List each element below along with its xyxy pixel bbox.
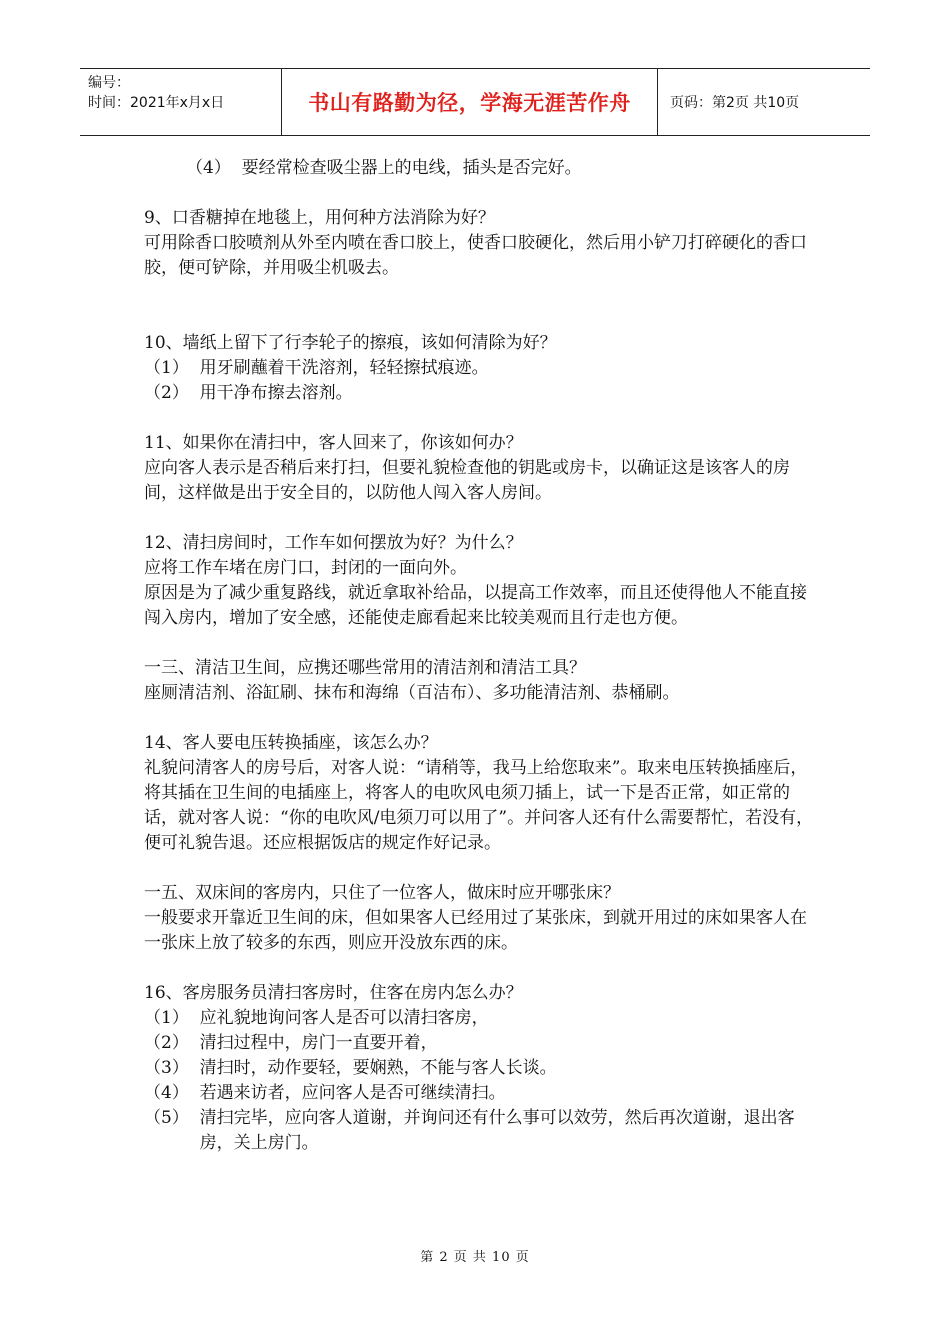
question-13-answer: 座厕清洁剂、浴缸刷、抹布和海绵（百洁布）、多功能清洁剂、恭桶刷。 — [144, 683, 680, 703]
list-item — [144, 1031, 816, 1056]
question-9-answer: 可用除香口胶喷剂从外至内喷在香口胶上，使香口胶硬化，然后用小铲刀打碎硬化的香口胶，便可铲除，并用吸尘机吸去。 — [144, 233, 807, 278]
question-12-title: 12、清扫房间时，工作车如何摆放为好？为什么？ — [144, 533, 523, 553]
list-item — [144, 1056, 816, 1081]
question-15-answer: 一般要求开靠近卫生间的床，但如果客人已经用过了某张床，到就开用过的床如果客人在一张床上放了较多的东西，则应开没放东西的床。 — [144, 908, 807, 953]
document-body — [144, 156, 816, 1156]
page-footer: 第 2 页 共 10 页 — [420, 1250, 530, 1265]
list-item — [144, 356, 816, 381]
question-15-title: 一五、双床间的客房内，只住了一位客人，做床时应开哪张床？ — [144, 883, 620, 903]
question-14-title: 14、客人要电压转换插座，该怎么办？ — [144, 733, 438, 753]
list-item-number: （3） — [144, 1058, 200, 1078]
list-item-number: （1） — [144, 1008, 200, 1028]
question-10-title: 10、墙纸上留下了行李轮子的擦痕，该如何清除为好？ — [144, 333, 557, 353]
list-item-number: （1） — [144, 358, 200, 378]
list-item-text: 用干净布擦去溶剂。 — [199, 383, 353, 403]
list-item — [144, 381, 816, 406]
list-item-number: （4） — [144, 1083, 200, 1103]
list-item — [144, 1006, 816, 1031]
list-item-text: 清扫完毕，应向客人道谢，并询问还有什么事可以效劳，然后再次道谢，退出客房，关上房门。 — [199, 1108, 795, 1153]
list-item-number: （4） — [186, 158, 242, 178]
list-item-number: （2） — [144, 1033, 200, 1053]
list-item-number: （2） — [144, 383, 200, 403]
question-11-title: 11、如果你在清扫中，客人回来了，你该如何办？ — [144, 433, 523, 453]
list-item-text: 要经常检查吸尘器上的电线，插头是否完好。 — [241, 158, 582, 178]
page-header — [80, 68, 870, 136]
list-item — [144, 1081, 816, 1106]
header-motto: 书山有路勤为径，学海无涯苦作舟 — [282, 69, 658, 135]
list-item-text: 用牙刷蘸着干洗溶剂，轻轻擦拭痕迹。 — [199, 358, 489, 378]
question-11-answer: 应向客人表示是否稍后来打扫，但要礼貌检查他的钥匙或房卡，以确证这是该客人的房间，这样做是出于安全目的，以防他人闯入客人房间。 — [144, 458, 790, 503]
list-item-text: 应礼貌地询问客人是否可以清扫客房， — [199, 1008, 489, 1028]
list-item — [144, 1106, 816, 1156]
list-item-text: 若遇来访者，应问客人是否可继续清扫。 — [199, 1083, 506, 1103]
question-16-title: 16、客房服务员清扫客房时，住客在房内怎么办？ — [144, 983, 523, 1003]
document-number-label: 编号： — [88, 75, 130, 91]
header-meta — [80, 69, 282, 135]
list-item-number: （5） — [144, 1108, 200, 1128]
question-13-title: 一三、清洁卫生间，应携还哪些常用的清洁剂和清洁工具？ — [144, 658, 586, 678]
header-page-info: 页码：第2页 共10页 — [670, 95, 800, 111]
document-date: 时间：2021年x月x日 — [88, 95, 225, 111]
list-item — [144, 156, 816, 181]
question-12-answer: 应将工作车堵在房门口，封闭的一面向外。 — [144, 558, 467, 578]
question-14-answer: 礼貌问清客人的房号后，对客人说：“请稍等，我马上给您取来”。取来电压转换插座后，将其插在卫生间的电插座上，将客人的电吹风电须刀插上，试一下是否正常，如正常的话，就对客人说：“你的电吹风/电须刀可以用了”。并问客人还有什么需要帮忙，若没有，便可礼貌告退。还应根据饭店的规定作好记录。 — [144, 758, 814, 853]
list-item-text: 清扫时，动作要轻，要娴熟，不能与客人长谈。 — [199, 1058, 557, 1078]
question-9-title: 9、口香糖掉在地毯上，用何种方法消除为好？ — [144, 208, 495, 228]
question-12-reason: 原因是为了减少重复路线，就近拿取补给品，以提高工作效率，而且还使得他人不能直接闯入房内，增加了安全感，还能使走廊看起来比较美观而且行走也方便。 — [144, 583, 807, 628]
list-item-text: 清扫过程中，房门一直要开着， — [199, 1033, 438, 1053]
